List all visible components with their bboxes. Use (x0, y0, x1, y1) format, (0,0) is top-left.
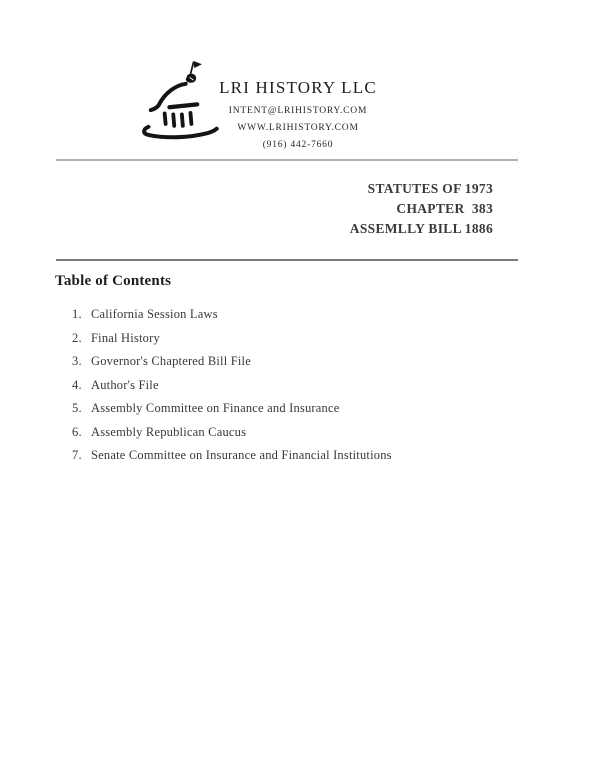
toc-item-governors-chaptered-bill-file (72, 350, 542, 374)
toc-item-number: 7. (72, 448, 82, 462)
toc-heading: Table of Contents (55, 273, 172, 289)
toc-item-label: Assembly Republican Caucus (91, 424, 247, 439)
toc-item-authors-file (72, 374, 542, 398)
toc-item-label: Senate Committee on Insurance and Financial Institutions (91, 448, 392, 462)
toc-item-number: 4. (72, 377, 82, 392)
toc-item-label: Governor's Chaptered Bill File (91, 354, 251, 368)
statutes-of-line: STATUTES OF 1973 (367, 181, 493, 196)
letterhead-text-block (178, 78, 418, 154)
company-email: INTENT@LRIHISTORY.COM (228, 106, 368, 116)
reference-divider-rule (56, 259, 518, 261)
toc-item-assembly-republican-caucus (72, 421, 542, 445)
company-name: LRI HISTORY LLC (219, 78, 377, 97)
toc-item-number: 3. (72, 354, 82, 368)
statute-reference-block (250, 179, 493, 239)
toc-item-label: Final History (91, 330, 160, 345)
toc-item-label: California Session Laws (91, 307, 218, 321)
toc-item-number: 6. (72, 424, 82, 439)
toc-item-senate-committee-insurance-financial (72, 444, 542, 468)
toc-item-california-session-laws (72, 303, 542, 327)
company-phone: (916) 442-7660 (262, 140, 334, 150)
toc-item-number: 2. (72, 330, 82, 345)
toc-item-label: Assembly Committee on Finance and Insurance (91, 401, 340, 415)
toc-item-number: 5. (72, 401, 82, 415)
company-website: WWW.LRIHISTORY.COM (237, 123, 359, 133)
toc-item-assembly-committee-finance-insurance (72, 397, 542, 421)
assembly-bill-line: ASSEMLLY BILL 1886 (349, 221, 493, 236)
toc-list (72, 303, 542, 468)
letterhead-divider-rule (56, 159, 518, 161)
toc-item-label: Author's File (91, 377, 159, 392)
toc-item-number: 1. (72, 307, 82, 321)
chapter-line: CHAPTER 383 (396, 201, 493, 216)
toc-item-final-history (72, 327, 542, 351)
